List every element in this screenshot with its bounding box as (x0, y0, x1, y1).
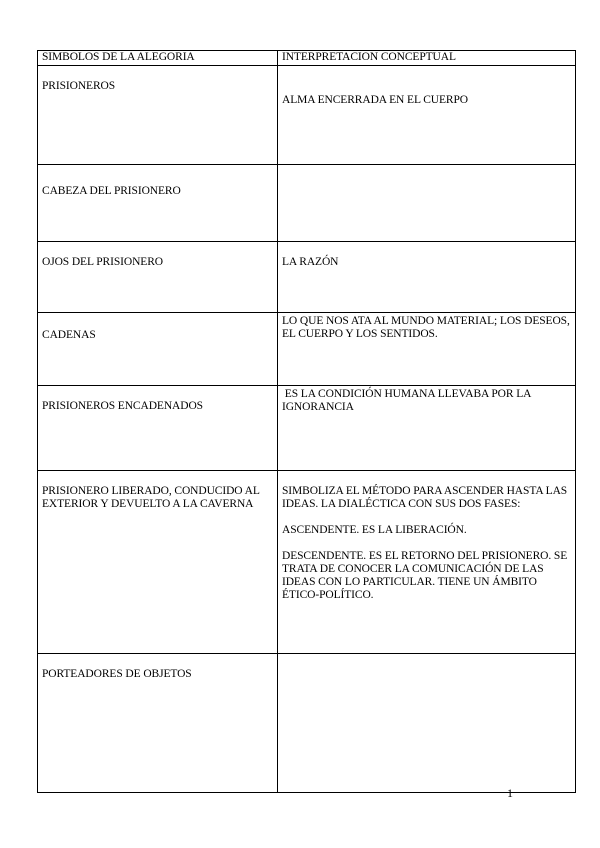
interpretation-cell (278, 66, 576, 165)
interpretation-cell (278, 313, 576, 386)
interpretation-paragraph: ASCENDENTE. ES LA LIBERACIÓN. (282, 524, 467, 536)
interpretation-cell (278, 654, 576, 793)
symbol-cell (38, 313, 278, 386)
symbol-text: PRISIONEROS (42, 80, 116, 92)
header-symbols: SIMBOLOS DE LA ALEGORIA (38, 51, 278, 66)
interpretation-paragraph: DESCENDENTE. ES EL RETORNO DEL PRISIONERO. SE TRATA DE CONOCER LA COMUNICACIÓN DE LAS IDEAS CON LO PARTICULAR. TIENE UN ÁMBITO ÉTICO-POLÍTICO. (282, 550, 568, 601)
symbol-text: CADENAS (42, 329, 96, 341)
interpretation-text: ALMA ENCERRADA EN EL CUERPO (282, 94, 468, 106)
table-row (38, 471, 576, 654)
interpretation-text: LO QUE NOS ATA AL MUNDO MATERIAL; LOS DESEOS, EL CUERPO Y LOS SENTIDOS. (282, 315, 570, 340)
table-row (38, 654, 576, 793)
symbol-cell (38, 66, 278, 165)
symbol-text: PORTEADORES DE OBJETOS (42, 668, 192, 680)
interpretation-cell (278, 242, 576, 313)
interpretation-cell (278, 471, 576, 654)
symbol-text: PRISIONERO LIBERADO, CONDUCIDO AL EXTERIOR Y DEVUELTO A LA CAVERNA (42, 485, 260, 510)
table-row (38, 386, 576, 471)
symbol-cell (38, 386, 278, 471)
table-header-row (38, 51, 576, 66)
interpretation-cell (278, 165, 576, 242)
interpretation-cell (278, 386, 576, 471)
table-row (38, 242, 576, 313)
header-interpretation: INTERPRETACION CONCEPTUAL (278, 51, 576, 66)
page-number: 1 (507, 786, 513, 800)
symbol-text: OJOS DEL PRISIONERO (42, 256, 163, 268)
symbol-cell (38, 242, 278, 313)
symbol-text: CABEZA DEL PRISIONERO (42, 185, 181, 197)
allegory-table (37, 50, 576, 793)
table-row (38, 165, 576, 242)
symbol-cell (38, 654, 278, 793)
interpretation-text: LA RAZÓN (282, 256, 339, 268)
table-row (38, 66, 576, 165)
symbol-cell (38, 165, 278, 242)
interpretation-paragraph: SIMBOLIZA EL MÉTODO PARA ASCENDER HASTA LAS IDEAS. LA DIALÉCTICA CON SUS DOS FASES: (282, 485, 568, 510)
table-row (38, 313, 576, 386)
interpretation-text: ES LA CONDICIÓN HUMANA LLEVABA POR LA IGNORANCIA (282, 388, 534, 413)
symbol-text: PRISIONEROS ENCADENADOS (42, 400, 203, 412)
symbol-cell (38, 471, 278, 654)
